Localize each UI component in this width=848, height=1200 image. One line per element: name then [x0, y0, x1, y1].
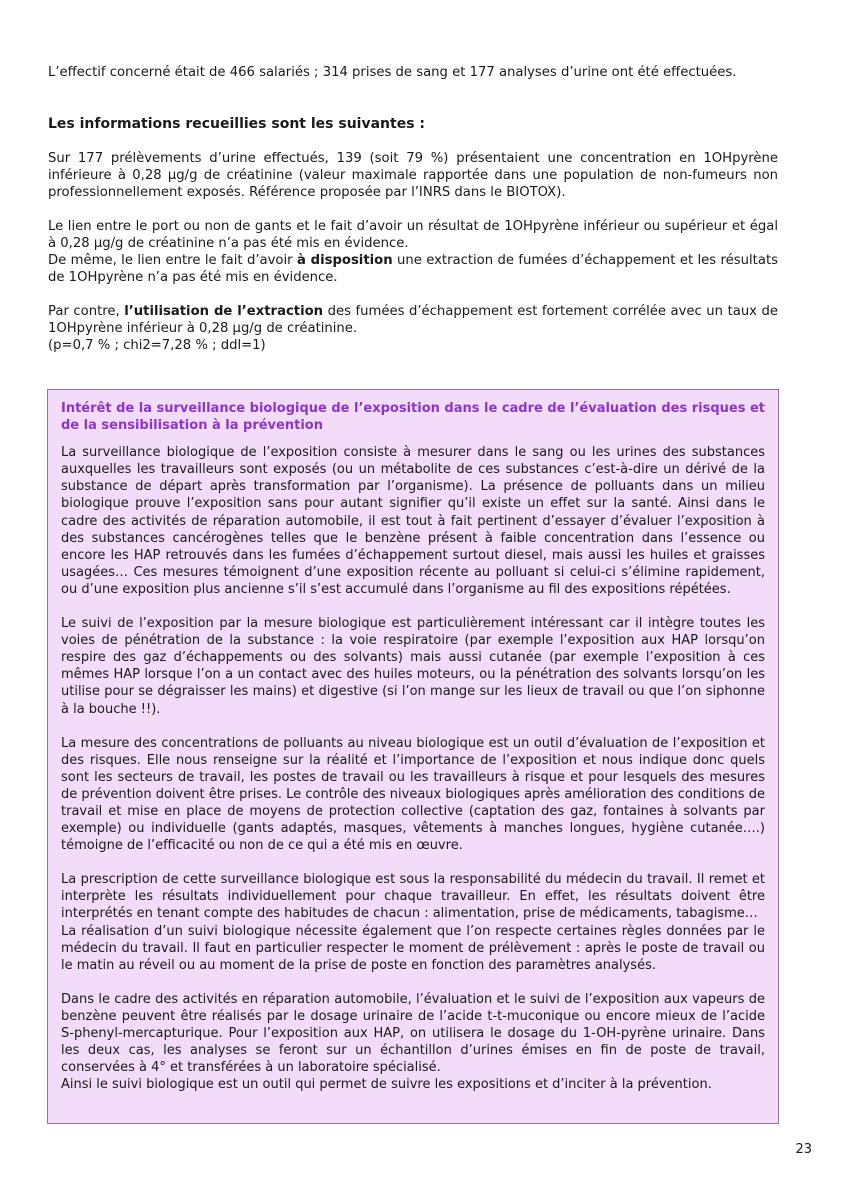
- page-number: 23: [795, 1142, 812, 1157]
- info-box-title: Intérêt de la surveillance biologique de l’exposition dans le cadre de l’évaluation des risques et de la sensibilisation à la prévention: [61, 401, 766, 434]
- paragraph-4-text-end: des fumées d’échappement est fortement corrélée avec un taux de 1OHpyrène inférieur à 0,28 µg/g de créatinine.: [48, 304, 778, 336]
- paragraph-3-text-end: une extraction de fumées d’échappement et les résultats de 1OHpyrène n’a pas été mis en évidence.: [48, 253, 778, 285]
- intro-text: L’effectif concerné était de 466 salariés ; 314 prises de sang et 177 analyses d’urine ont été effectuées.: [48, 65, 737, 80]
- info-box-paragraph: La mesure des concentrations de polluants au niveau biologique est un outil d’évaluation de l’exposition et des risques. Elle nous renseigne sur la réalité et l’importance de l’exposition et nous indique donc quels sont les secteurs de travail, les postes de travail ou les travailleurs à risque et pour lesquels des mesures de prévention doivent être prises. Le contrôle des niveaux biologiques après amélioration des conditions de travail et mise en place de moyens de protection collective (captation des gaz, fontaines à solvants par exemple) ou individuelle (gants adaptés, masques, vêtements à manches longues, hygiène cutanée….) témoigne de l’efficacité ou non de ce qui a été mis en œuvre.: [61, 735, 765, 854]
- paragraph-4-bold: l’utilisation de l’extraction: [124, 304, 324, 319]
- paragraph-4: [48, 303, 778, 354]
- info-box-line: La réalisation d’un suivi biologique nécessite également que l’on respecte certaines règles données par le médecin du travail. Il faut en particulier respecter le moment de prélèvement : après le poste de travail ou le matin au réveil ou au moment de la prise de poste en fonction des paramètres analysés.: [61, 923, 765, 973]
- section-heading: Les informations recueillies sont les suivantes :: [48, 116, 425, 132]
- paragraph-3-text: De même, le lien entre le fait d’avoir: [48, 253, 297, 268]
- info-box-line: La prescription de cette surveillance biologique est sous la responsabilité du médecin du travail. Il remet et interprète les résultats individuellement pour chaque travailleur. En effet, les résultats doivent être interprétés en tenant compte des habitudes de chacun : alimentation, prise de médicaments, tabagisme…: [61, 872, 765, 922]
- info-box-paragraph: [61, 871, 765, 974]
- paragraph-4-text: Par contre,: [48, 304, 125, 319]
- paragraph-3-bold: à disposition: [296, 253, 393, 268]
- paragraph-2: Le lien entre le port ou non de gants et le fait d’avoir un résultat de 1OHpyrène inférieur ou supérieur et égal à 0,28 µg/g de créatinine n’a pas été mis en évidence.: [48, 219, 778, 251]
- info-box-paragraph: Le suivi de l’exposition par la mesure biologique est particulièrement intéressant car il intègre toutes les voies de pénétration de la substance : la voie respiratoire (par exemple l’exposition aux HAP lorsqu’on respire des gaz d’échappements ou des solvants) mais aussi cutanée (par exemple l’exposition à ces mêmes HAP lorsque l’on a un contact avec des huiles moteurs, ou la pénétration des solvants lorsqu’on les utilise pour se dégraisser les mains) et digestive (si l’on mange sur les lieux de travail ou que l’on siphonne à la bouche !!).: [61, 616, 765, 717]
- info-box-paragraph: [61, 991, 765, 1094]
- statistics-line: (p=0,7 % ; chi2=7,28 % ; ddl=1): [48, 338, 266, 353]
- paragraph-3: [48, 252, 778, 286]
- document-body: [48, 64, 778, 354]
- paragraph-1: Sur 177 prélèvements d’urine effectués, 139 (soit 79 %) présentaient une concentration en 1OHpyrène inférieure à 0,28 µg/g de créatinine (valeur maximale rapportée dans une population de non-fumeurs non professionnellement exposés. Référence proposée par l’INRS dans le BIOTOX).: [48, 151, 778, 200]
- info-box-paragraph: La surveillance biologique de l’exposition consiste à mesurer dans le sang ou les urines des substances auxquelles les travailleurs sont exposés (ou un métabolite de ces substances c’est-à-dire un dérivé de la substance de départ après transformation par l’organisme). La présence de polluants dans un milieu biologique prouve l’exposition sans pour autant signifier qu’il existe un effet sur la santé. Ainsi dans le cadre des activités de réparation automobile, il est tout à fait pertinent d’essayer d’évaluer l’exposition à des substances cancérogènes telles que le benzène présent à faible concentration dans l’essence ou encore les HAP retrouvés dans les fumées d’échappement surtout diesel, mais aussi les huiles et graisses usagées… Ces mesures témoignent d’une exposition récente au polluant si celui-ci s’élimine rapidement, ou d’une exposition plus ancienne s’il s’est accumulé dans l’organisme au fil des expositions répétées.: [61, 445, 765, 597]
- info-box-line: Ainsi le suivi biologique est un outil qui permet de suivre les expositions et d’inciter à la prévention.: [61, 1077, 712, 1093]
- info-box-line: Dans le cadre des activités en réparation automobile, l’évaluation et le suivi de l’exposition aux vapeurs de benzène peuvent être réalisés par le dosage urinaire de l’acide t-t-muconique ou encore mieux de l’acide S-phenyl-mercapturique. Pour l’exposition aux HAP, on utilisera le dosage du 1-OH-pyrène urinaire. Dans les deux cas, les analyses se feront sur un échantillon d’urines émises en fin de poste de travail, conservées à 4° et transférées à un laboratoire spécialisé.: [61, 991, 765, 1076]
- info-box: [47, 389, 779, 1124]
